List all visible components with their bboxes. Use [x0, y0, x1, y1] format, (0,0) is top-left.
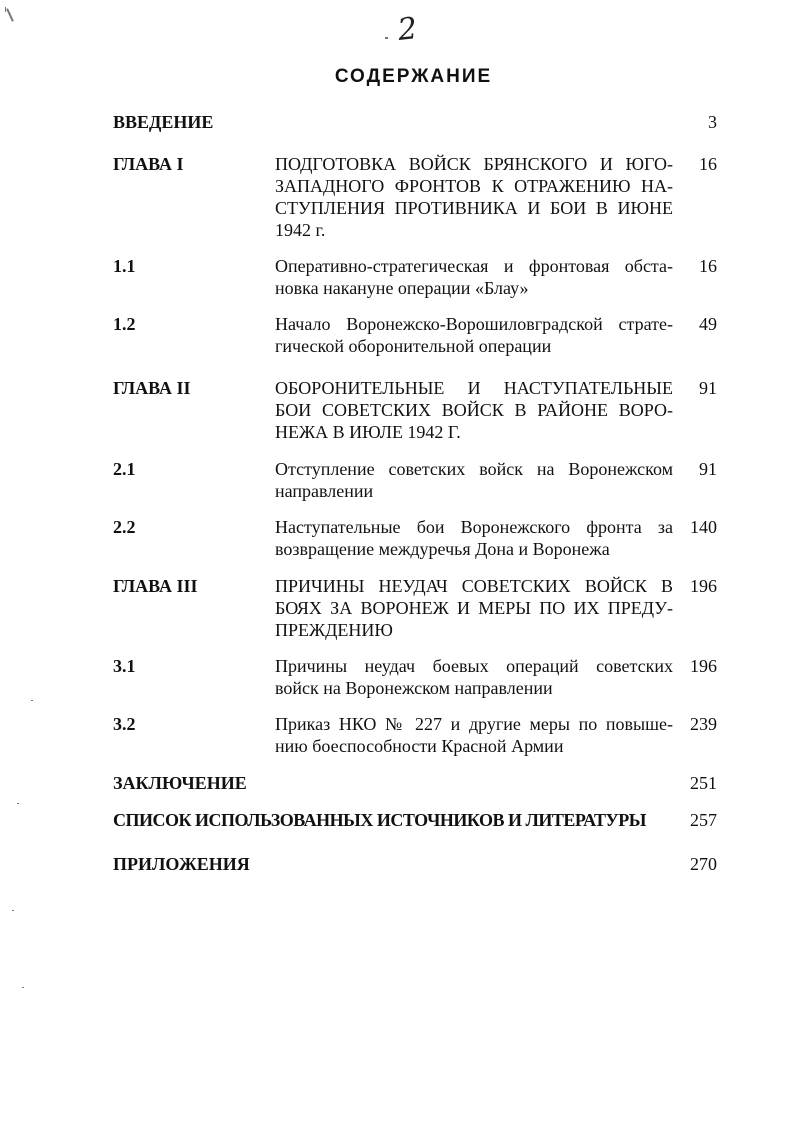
toc-title-line: НЕЖА В ИЮЛЕ 1942 Г.: [275, 422, 461, 442]
toc-label: 3.2: [113, 714, 136, 734]
toc-title: [275, 655, 673, 699]
toc-title-line: Отступление советских войск на Воронежском: [275, 459, 673, 479]
scan-mark: [12, 910, 14, 911]
toc-page: 91: [699, 459, 717, 479]
toc-title-line: возвращение междуречья Дона и Воронежа: [275, 539, 610, 559]
toc-title-line: новка накануне операции «Блау»: [275, 278, 529, 298]
toc-label: 3.1: [113, 656, 136, 676]
toc-title: [275, 313, 673, 357]
toc-label: ГЛАВА III: [113, 576, 198, 596]
scan-mark: [5, 7, 6, 12]
toc-title: [275, 713, 673, 757]
toc-page: 16: [699, 256, 717, 276]
toc-title-line: ЗАПАДНОГО ФРОНТОВ К ОТРАЖЕНИЮ НА-: [275, 176, 673, 196]
toc-label: ПРИЛОЖЕНИЯ: [113, 854, 250, 874]
toc-title-line: ОБОРОНИТЕЛЬНЫЕ И НАСТУПАТЕЛЬНЫЕ: [275, 378, 673, 398]
toc-page: 196: [690, 656, 717, 676]
toc-label: ЗАКЛЮЧЕНИЕ: [113, 773, 247, 793]
toc-title: [275, 377, 673, 443]
toc-label: ВВЕДЕНИЕ: [113, 112, 214, 132]
toc-title-line: БОИ СОВЕТСКИХ ВОЙСК В РАЙОНЕ ВОРО-: [275, 400, 673, 420]
toc-title-line: Причины неудач боевых операций советских: [275, 656, 673, 676]
scan-mark: [6, 8, 14, 22]
toc-page: 3: [708, 112, 717, 132]
scan-mark: [17, 803, 19, 804]
toc-title-line: 1942 г.: [275, 220, 326, 240]
toc-label: 1.2: [113, 314, 136, 334]
scan-mark: [31, 700, 33, 701]
toc-page: 270: [690, 854, 717, 874]
toc-title-line: гической оборонительной операции: [275, 336, 552, 356]
toc-title-line: ПОДГОТОВКА ВОЙСК БРЯНСКОГО И ЮГО-: [275, 154, 673, 174]
toc-label: 2.1: [113, 459, 136, 479]
toc-label: 1.1: [113, 256, 136, 276]
toc-title-line: СТУПЛЕНИЯ ПРОТИВНИКА И БОИ В ИЮНЕ: [275, 198, 673, 218]
toc-page: 196: [690, 576, 717, 596]
toc-page: 257: [690, 810, 717, 830]
toc-title: [275, 458, 673, 502]
toc-title: [275, 153, 673, 241]
toc-title: [275, 516, 673, 560]
toc-label: ГЛАВА I: [113, 154, 184, 174]
toc-title-line: направлении: [275, 481, 374, 501]
toc-title-line: Наступательные бои Воронежского фронта за: [275, 517, 673, 537]
toc-title-line: Начало Воронежско-Ворошиловградской страте-: [275, 314, 673, 334]
toc-title-line: Оперативно-стратегическая и фронтовая обста-: [275, 256, 673, 276]
toc-title-line: ПРЕЖДЕНИЮ: [275, 620, 393, 640]
toc-page: 140: [690, 517, 717, 537]
toc-page: 239: [690, 714, 717, 734]
toc-title-line: нию боеспособности Красной Армии: [275, 736, 564, 756]
toc-title: [275, 575, 673, 641]
toc-title-line: войск на Воронежском направлении: [275, 678, 553, 698]
handwritten-page-number: 2: [396, 11, 419, 48]
toc-label: 2.2: [113, 517, 136, 537]
scan-mark: [385, 37, 388, 39]
toc-label: ГЛАВА II: [113, 378, 191, 398]
toc-title-line: Приказ НКО № 227 и другие меры по повыше-: [275, 714, 673, 734]
toc-page: 251: [690, 773, 717, 793]
toc-title-line: ПРИЧИНЫ НЕУДАЧ СОВЕТСКИХ ВОЙСК В: [275, 576, 673, 596]
toc-page: 16: [699, 154, 717, 174]
toc-page: 49: [699, 314, 717, 334]
toc-title-line: БОЯХ ЗА ВОРОНЕЖ И МЕРЫ ПО ИХ ПРЕДУ-: [275, 598, 673, 618]
page-title: СОДЕРЖАНИЕ: [334, 66, 493, 87]
scan-mark: [22, 987, 24, 988]
toc-page: 91: [699, 378, 717, 398]
toc-label: СПИСОК ИСПОЛЬЗОВАННЫХ ИСТОЧНИКОВ И ЛИТЕРАТУРЫ: [113, 810, 646, 830]
toc-title: [275, 255, 673, 299]
